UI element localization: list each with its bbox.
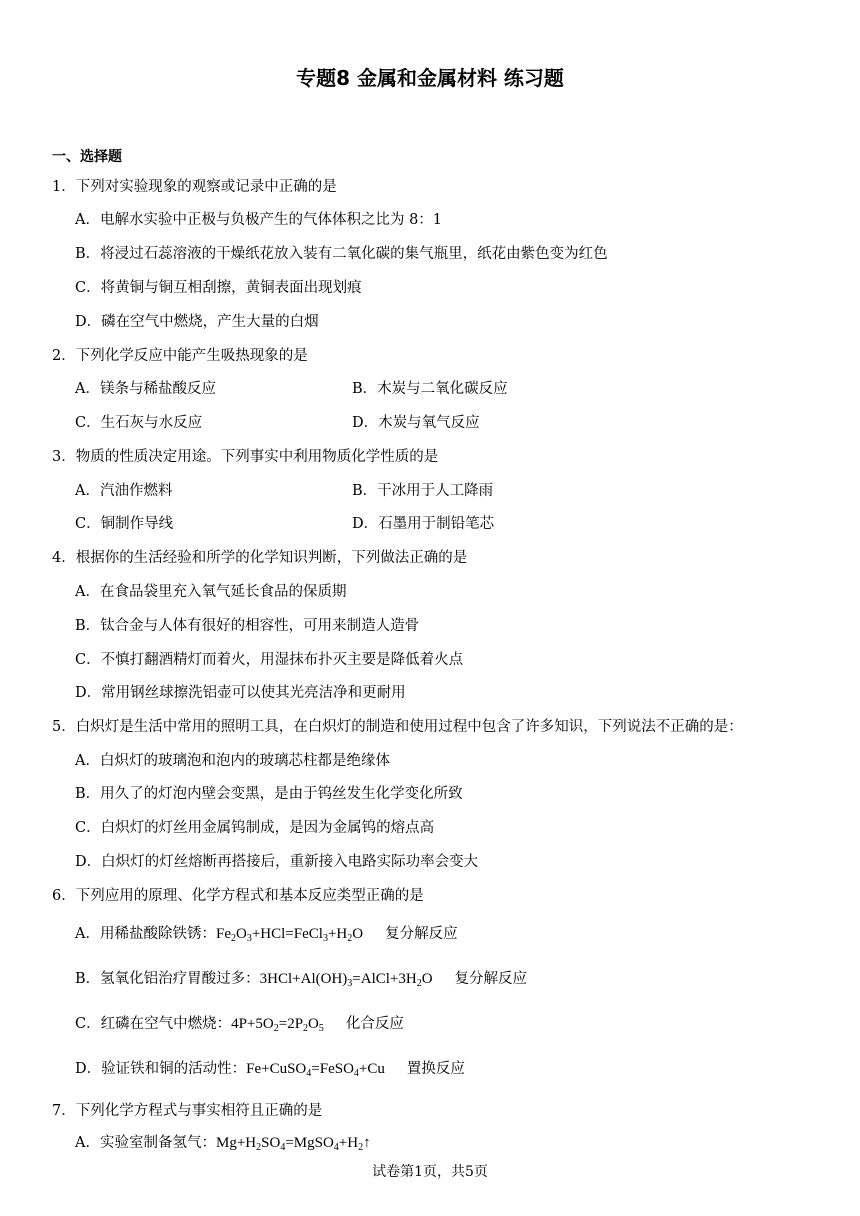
- option-label: A．用稀盐酸除铁锈：: [75, 926, 216, 942]
- question-5-option-d: D．白炽灯的灯丝熔断再搭接后，重新接入电路实际功率会变大: [75, 854, 479, 870]
- question-7-stem: 7．下列化学方程式与事实相符且正确的是: [52, 1103, 323, 1119]
- question-1-option-d: D．磷在空气中燃烧，产生大量的白烟: [75, 314, 319, 330]
- question-1-stem: 1．下列对实验现象的观察或记录中正确的是: [52, 179, 337, 195]
- option-label: A．实验室制备氢气：: [75, 1135, 216, 1151]
- question-6-option-b: [75, 967, 527, 988]
- chemical-equation: $Mg+H_2SO_4=MgSO_4+H_2↑$: [215, 1135, 371, 1153]
- question-6-option-d: [75, 1057, 465, 1078]
- option-label: B．氢氧化铝治疗胃酸过多：: [75, 971, 260, 987]
- question-7-option-a: [75, 1131, 371, 1152]
- question-6-option-c: [75, 1012, 404, 1033]
- question-3-stem: 3．物质的性质决定用途。下列事实中利用物质化学性质的是: [52, 449, 439, 465]
- question-4-option-b: B．钛合金与人体有很好的相容性，可用来制造人造骨: [75, 618, 420, 634]
- reaction-type: 复分解反应: [454, 971, 528, 987]
- question-4-option-c: C．不慎打翻酒精灯而着火，用湿抹布扑灭主要是降低着火点: [75, 652, 464, 668]
- question-5-option-a: A．白炽灯的玻璃泡和泡内的玻璃芯柱都是绝缘体: [75, 753, 390, 769]
- page-title: 专题8 金属和金属材料 练习题: [296, 66, 564, 90]
- question-5-option-c: C．白炽灯的灯丝用金属钨制成，是因为金属钨的熔点高: [75, 820, 435, 836]
- reaction-type: 化合反应: [345, 1016, 404, 1032]
- question-5-option-b: B．用久了的灯泡内壁会变黑，是由于钨丝发生化学变化所致: [75, 786, 463, 802]
- question-1-option-b: B．将浸过石蕊溶液的干燥纸花放入装有二氧化碳的集气瓶里，纸花由紫色变为红色: [75, 246, 608, 262]
- chemical-equation: $4P+5O_2=2P_2O_5$: [231, 1016, 324, 1034]
- question-2-stem: 2．下列化学反应中能产生吸热现象的是: [52, 348, 308, 364]
- question-2-option-a: A．镁条与稀盐酸反应: [75, 381, 216, 397]
- question-4-option-d: D．常用钢丝球擦洗铝壶可以使其光亮洁净和更耐用: [75, 685, 406, 701]
- question-4-stem: 4．根据你的生活经验和所学的化学知识判断，下列做法正确的是: [52, 550, 468, 566]
- question-6-stem: 6．下列应用的原理、化学方程式和基本反应类型正确的是: [52, 888, 424, 904]
- chemical-equation: $Fe_2O_3+HCl=FeCl_3+H_2O$: [215, 926, 364, 944]
- question-1-option-c: C．将黄铜与铜互相刮擦，黄铜表面出现划痕: [75, 280, 362, 296]
- option-label: D．验证铁和铜的活动性：: [75, 1061, 247, 1077]
- question-6-option-a: [75, 922, 458, 943]
- page-footer: 试卷第1页，共5页: [372, 1164, 488, 1180]
- question-4-option-a: A．在食品袋里充入氧气延长食品的保质期: [75, 584, 347, 600]
- option-label: C．红磷在空气中燃烧：: [75, 1016, 232, 1032]
- question-3-option-a: A．汽油作燃料: [75, 483, 173, 499]
- question-3-option-b: B．干冰用于人工降雨: [352, 483, 494, 499]
- question-3-option-d: D．石墨用于制铅笔芯: [352, 516, 495, 532]
- question-3-option-c: C．铜制作导线: [75, 516, 174, 532]
- question-2-option-b: B．木炭与二氧化碳反应: [352, 381, 508, 397]
- question-2-option-c: C．生石灰与水反应: [75, 415, 203, 431]
- question-1-option-a: A．电解水实验中正极与负极产生的气体体积之比为 8：1: [75, 212, 443, 228]
- question-5-stem: 5．白炽灯是生活中常用的照明工具，在白炽灯的制造和使用过程中包含了许多知识，下列说法不正确的是：: [52, 719, 743, 735]
- chemical-equation: $3HCl+Al(OH)_3=AlCl+3H_2O$: [259, 971, 433, 989]
- chemical-equation: Fe+CuSO$_4$=FeSO$_4$+Cu: [246, 1061, 385, 1079]
- reaction-type: 复分解反应: [385, 926, 458, 942]
- question-2-option-d: D．木炭与氧气反应: [352, 415, 480, 431]
- section-heading: 一、选择题: [52, 149, 122, 165]
- reaction-type: 置换反应: [406, 1061, 465, 1077]
